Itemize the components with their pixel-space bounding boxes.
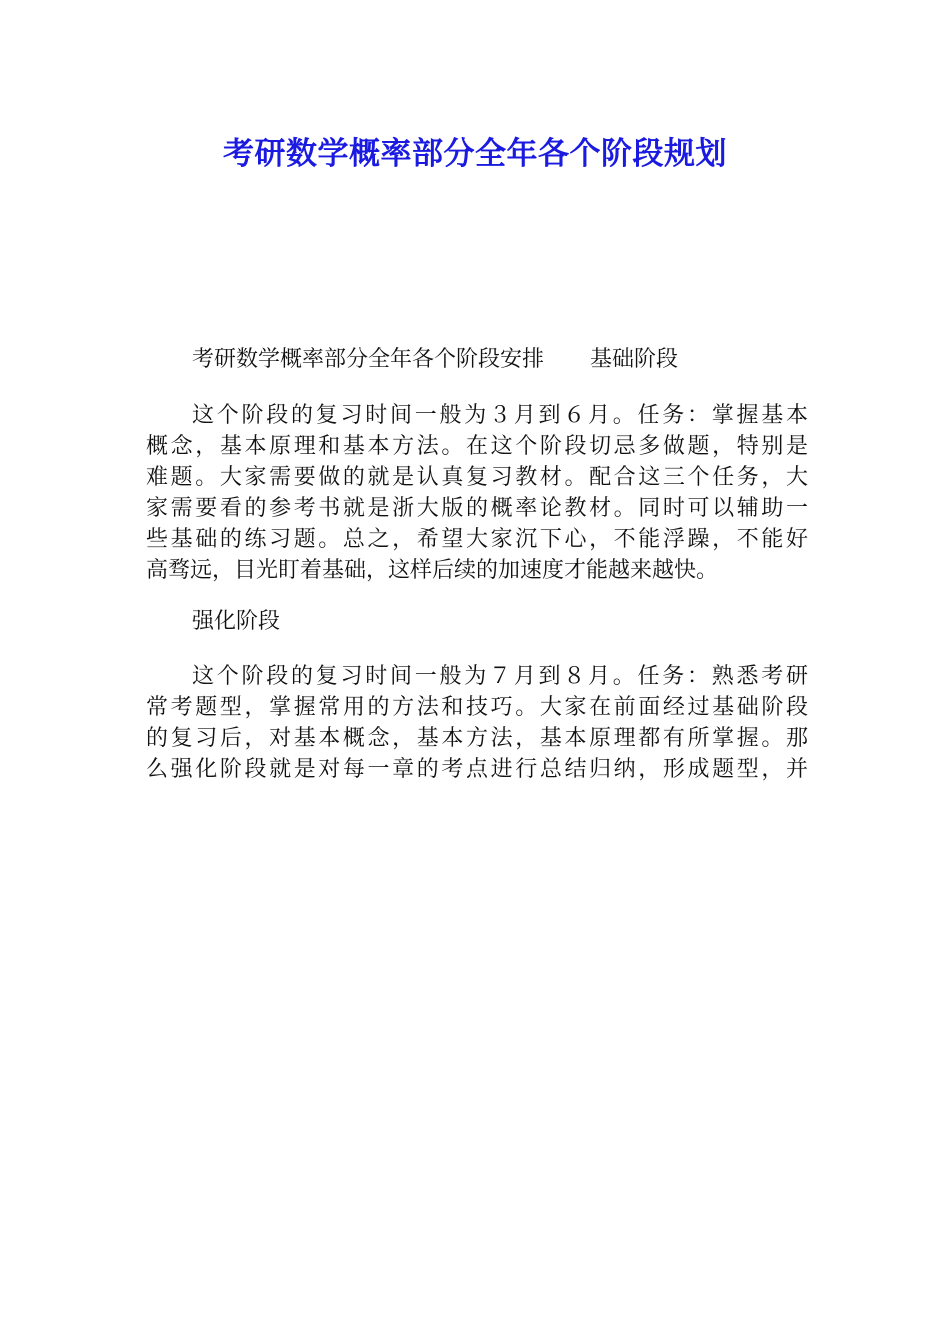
paragraph-line: 高骛远，目光盯着基础，这样后续的加速度才能越来越快。 — [146, 557, 719, 583]
document-body — [146, 322, 808, 783]
section-intro: 考研数学概率部分全年各个阶段安排 — [192, 347, 545, 372]
paragraph-line: 难题。大家需要做的就是认真复习教材。配合这三个任务，大 — [146, 464, 808, 490]
section-intro-line — [146, 322, 808, 398]
paragraph-line: 些基础的练习题。总之，希望大家沉下心，不能浮躁，不能好 — [146, 526, 808, 552]
paragraph-line: 这个阶段的复习时间一般为７月到８月。任务：熟悉考研 — [192, 664, 808, 689]
section-heading-basic: 基础阶段 — [590, 347, 679, 372]
section-heading-strengthen: 强化阶段 — [192, 608, 281, 634]
paragraph-strengthen — [146, 659, 808, 783]
paragraph-line: 常考题型，掌握常用的方法和技巧。大家在前面经过基础阶段 — [146, 695, 808, 720]
paragraph-line: 的复习后，对基本概念，基本方法，基本原理都有所掌握。那 — [146, 726, 808, 751]
paragraph-line: 么强化阶段就是对每一章的考点进行总结归纳，形成题型，并 — [146, 757, 808, 782]
paragraph-line: 概念，基本原理和基本方法。在这个阶段切忌多做题，特别是 — [146, 433, 808, 459]
paragraph-line: 这个阶段的复习时间一般为３月到６月。任务：掌握基本 — [192, 402, 808, 428]
paragraph-basic — [146, 398, 808, 584]
document-title: 考研数学概率部分全年各个阶段规划 — [223, 136, 727, 172]
paragraph-line: 家需要看的参考书就是浙大版的概率论教材。同时可以辅助一 — [146, 495, 808, 521]
